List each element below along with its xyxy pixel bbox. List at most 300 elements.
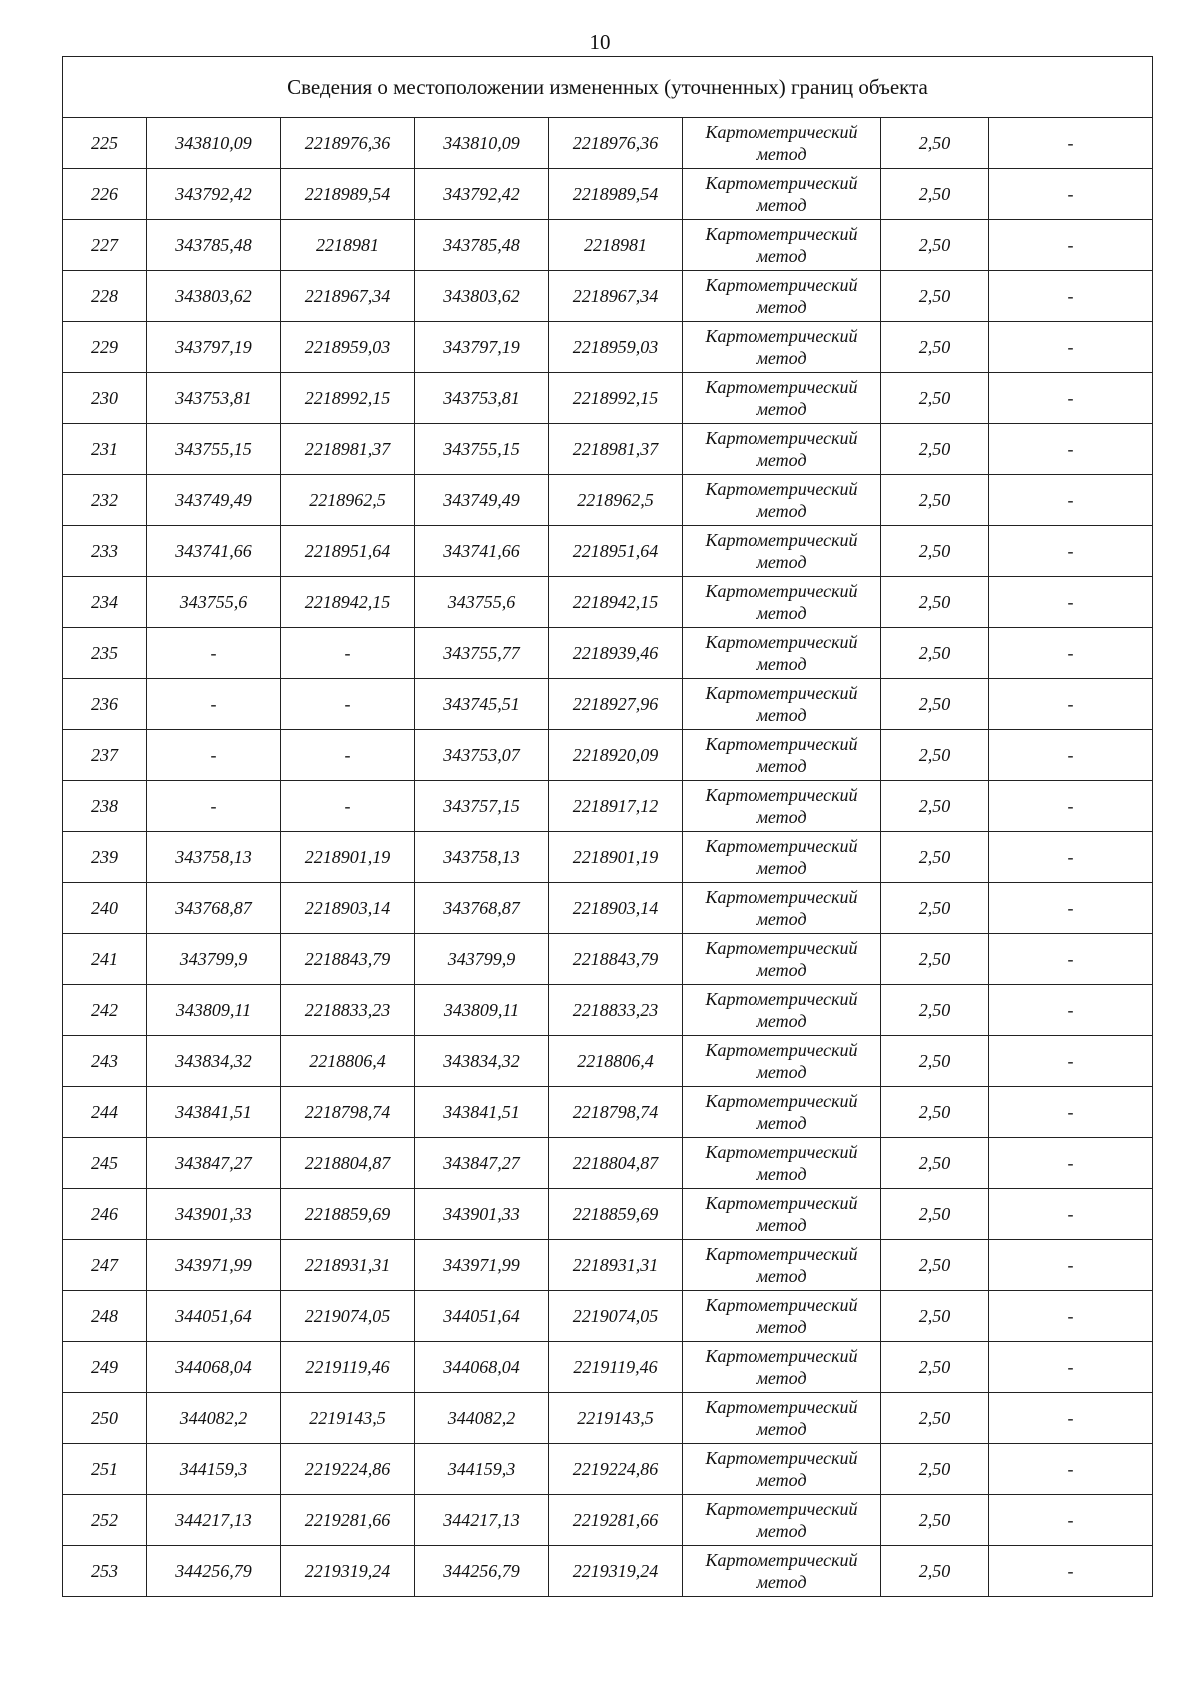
existing-x-cell: 343803,62 (147, 271, 281, 322)
table-row (63, 985, 1153, 1036)
point-number-cell: 249 (63, 1342, 147, 1393)
method-line: метод (756, 858, 807, 878)
precision-cell: 2,50 (881, 577, 989, 628)
method-line: метод (756, 348, 807, 368)
existing-x-cell: 343753,81 (147, 373, 281, 424)
method-cell (683, 169, 881, 220)
refined-x-cell: 343755,6 (415, 577, 549, 628)
point-number-cell: 239 (63, 832, 147, 883)
table-row (63, 169, 1153, 220)
existing-y-cell: 2218942,15 (281, 577, 415, 628)
precision-cell: 2,50 (881, 1393, 989, 1444)
method-cell (683, 526, 881, 577)
existing-y-cell: 2218967,34 (281, 271, 415, 322)
note-cell: - (989, 1138, 1153, 1189)
existing-y-cell: 2218806,4 (281, 1036, 415, 1087)
existing-x-cell: - (147, 781, 281, 832)
method-cell (683, 1291, 881, 1342)
note-cell: - (989, 577, 1153, 628)
existing-y-cell: 2218903,14 (281, 883, 415, 934)
point-number-cell: 231 (63, 424, 147, 475)
method-line: Картометрический (705, 275, 858, 295)
point-number-cell: 225 (63, 118, 147, 169)
method-line: метод (756, 1317, 807, 1337)
method-line: Картометрический (705, 530, 858, 550)
point-number-cell: 251 (63, 1444, 147, 1495)
method-line: метод (756, 1470, 807, 1490)
existing-x-cell: 344051,64 (147, 1291, 281, 1342)
refined-x-cell: 343847,27 (415, 1138, 549, 1189)
method-line: Картометрический (705, 887, 858, 907)
precision-cell: 2,50 (881, 475, 989, 526)
refined-y-cell: 2218798,74 (549, 1087, 683, 1138)
method-line: Картометрический (705, 1499, 858, 1519)
existing-y-cell: 2218992,15 (281, 373, 415, 424)
note-cell: - (989, 169, 1153, 220)
method-cell (683, 1444, 881, 1495)
precision-cell: 2,50 (881, 1291, 989, 1342)
point-number-cell: 227 (63, 220, 147, 271)
refined-y-cell: 2218806,4 (549, 1036, 683, 1087)
note-cell: - (989, 220, 1153, 271)
existing-x-cell: 344256,79 (147, 1546, 281, 1597)
method-cell (683, 220, 881, 271)
refined-x-cell: 343901,33 (415, 1189, 549, 1240)
method-cell (683, 781, 881, 832)
table-row (63, 934, 1153, 985)
method-line: метод (756, 1266, 807, 1286)
refined-x-cell: 343755,15 (415, 424, 549, 475)
method-cell (683, 1138, 881, 1189)
precision-cell: 2,50 (881, 271, 989, 322)
method-line: метод (756, 756, 807, 776)
page-number: 10 (589, 30, 611, 54)
method-line: Картометрический (705, 734, 858, 754)
refined-x-cell: 343745,51 (415, 679, 549, 730)
refined-x-cell: 343834,32 (415, 1036, 549, 1087)
method-line: Картометрический (705, 581, 858, 601)
refined-y-cell: 2218804,87 (549, 1138, 683, 1189)
refined-x-cell: 343797,19 (415, 322, 549, 373)
method-line: Картометрический (705, 785, 858, 805)
refined-x-cell: 343755,77 (415, 628, 549, 679)
existing-y-cell: 2218798,74 (281, 1087, 415, 1138)
precision-cell: 2,50 (881, 220, 989, 271)
note-cell: - (989, 1189, 1153, 1240)
refined-x-cell: 343792,42 (415, 169, 549, 220)
point-number-cell: 246 (63, 1189, 147, 1240)
refined-x-cell: 343809,11 (415, 985, 549, 1036)
precision-cell: 2,50 (881, 832, 989, 883)
point-number-cell: 248 (63, 1291, 147, 1342)
existing-x-cell: 343841,51 (147, 1087, 281, 1138)
point-number-cell: 236 (63, 679, 147, 730)
refined-y-cell: 2219281,66 (549, 1495, 683, 1546)
refined-x-cell: 343741,66 (415, 526, 549, 577)
method-cell (683, 883, 881, 934)
precision-cell: 2,50 (881, 1189, 989, 1240)
table-caption-row (63, 57, 1153, 118)
refined-x-cell: 344256,79 (415, 1546, 549, 1597)
note-cell: - (989, 1087, 1153, 1138)
table-row (63, 1036, 1153, 1087)
precision-cell: 2,50 (881, 169, 989, 220)
refined-x-cell: 343810,09 (415, 118, 549, 169)
method-line: Картометрический (705, 683, 858, 703)
table-row (63, 475, 1153, 526)
table-row (63, 1291, 1153, 1342)
table-row (63, 220, 1153, 271)
existing-x-cell: 343971,99 (147, 1240, 281, 1291)
refined-y-cell: 2219119,46 (549, 1342, 683, 1393)
refined-y-cell: 2218843,79 (549, 934, 683, 985)
method-line: Картометрический (705, 1550, 858, 1570)
existing-x-cell: - (147, 628, 281, 679)
method-line: метод (756, 552, 807, 572)
refined-y-cell: 2218976,36 (549, 118, 683, 169)
note-cell: - (989, 424, 1153, 475)
precision-cell: 2,50 (881, 985, 989, 1036)
method-line: метод (756, 501, 807, 521)
precision-cell: 2,50 (881, 373, 989, 424)
precision-cell: 2,50 (881, 1240, 989, 1291)
method-cell (683, 424, 881, 475)
table-row (63, 1240, 1153, 1291)
point-number-cell: 237 (63, 730, 147, 781)
method-line: метод (756, 399, 807, 419)
point-number-cell: 228 (63, 271, 147, 322)
refined-x-cell: 343841,51 (415, 1087, 549, 1138)
method-line: метод (756, 1062, 807, 1082)
precision-cell: 2,50 (881, 1444, 989, 1495)
method-line: Картометрический (705, 1295, 858, 1315)
method-line: Картометрический (705, 122, 858, 142)
method-line: метод (756, 450, 807, 470)
existing-x-cell: 343810,09 (147, 118, 281, 169)
note-cell: - (989, 985, 1153, 1036)
method-cell (683, 985, 881, 1036)
precision-cell: 2,50 (881, 883, 989, 934)
note-cell: - (989, 1393, 1153, 1444)
precision-cell: 2,50 (881, 424, 989, 475)
note-cell: - (989, 781, 1153, 832)
note-cell: - (989, 1444, 1153, 1495)
precision-cell: 2,50 (881, 781, 989, 832)
refined-y-cell: 2218859,69 (549, 1189, 683, 1240)
method-cell (683, 628, 881, 679)
table-row (63, 322, 1153, 373)
table-row (63, 526, 1153, 577)
method-line: Картометрический (705, 326, 858, 346)
method-line: метод (756, 195, 807, 215)
point-number-cell: 235 (63, 628, 147, 679)
note-cell: - (989, 628, 1153, 679)
table-row (63, 271, 1153, 322)
table-body (63, 57, 1153, 1597)
method-line: Картометрический (705, 989, 858, 1009)
refined-y-cell: 2218833,23 (549, 985, 683, 1036)
method-line: Картометрический (705, 479, 858, 499)
method-line: метод (756, 297, 807, 317)
point-number-cell: 241 (63, 934, 147, 985)
refined-y-cell: 2218920,09 (549, 730, 683, 781)
refined-x-cell: 343768,87 (415, 883, 549, 934)
point-number-cell: 238 (63, 781, 147, 832)
existing-x-cell: - (147, 730, 281, 781)
boundary-coordinates-table (62, 56, 1153, 1597)
point-number-cell: 230 (63, 373, 147, 424)
existing-y-cell: 2218901,19 (281, 832, 415, 883)
point-number-cell: 234 (63, 577, 147, 628)
method-cell (683, 322, 881, 373)
refined-y-cell: 2218989,54 (549, 169, 683, 220)
precision-cell: 2,50 (881, 679, 989, 730)
table-row (63, 1087, 1153, 1138)
existing-y-cell: 2219074,05 (281, 1291, 415, 1342)
existing-x-cell: 343809,11 (147, 985, 281, 1036)
existing-x-cell: 344082,2 (147, 1393, 281, 1444)
table-row (63, 424, 1153, 475)
table-row (63, 1189, 1153, 1240)
existing-x-cell: 344217,13 (147, 1495, 281, 1546)
table-row (63, 118, 1153, 169)
refined-x-cell: 343785,48 (415, 220, 549, 271)
note-cell: - (989, 271, 1153, 322)
method-line: метод (756, 909, 807, 929)
precision-cell: 2,50 (881, 1036, 989, 1087)
method-line: Картометрический (705, 1448, 858, 1468)
precision-cell: 2,50 (881, 1087, 989, 1138)
existing-y-cell: 2219143,5 (281, 1393, 415, 1444)
refined-x-cell: 344051,64 (415, 1291, 549, 1342)
existing-x-cell: 343768,87 (147, 883, 281, 934)
refined-y-cell: 2218981,37 (549, 424, 683, 475)
method-line: Картометрический (705, 173, 858, 193)
existing-y-cell: 2219119,46 (281, 1342, 415, 1393)
existing-x-cell: 343755,15 (147, 424, 281, 475)
precision-cell: 2,50 (881, 1138, 989, 1189)
existing-y-cell: 2219224,86 (281, 1444, 415, 1495)
refined-y-cell: 2218931,31 (549, 1240, 683, 1291)
method-line: метод (756, 603, 807, 623)
method-cell (683, 1546, 881, 1597)
table-row (63, 1495, 1153, 1546)
existing-y-cell: 2218859,69 (281, 1189, 415, 1240)
method-cell (683, 1087, 881, 1138)
refined-x-cell: 343757,15 (415, 781, 549, 832)
note-cell: - (989, 1291, 1153, 1342)
table-row (63, 883, 1153, 934)
refined-y-cell: 2219319,24 (549, 1546, 683, 1597)
existing-x-cell: 343758,13 (147, 832, 281, 883)
table-row (63, 781, 1153, 832)
refined-x-cell: 344068,04 (415, 1342, 549, 1393)
precision-cell: 2,50 (881, 1495, 989, 1546)
refined-x-cell: 343749,49 (415, 475, 549, 526)
table-row (63, 832, 1153, 883)
method-line: Картометрический (705, 1040, 858, 1060)
note-cell: - (989, 730, 1153, 781)
refined-y-cell: 2219074,05 (549, 1291, 683, 1342)
method-line: Картометрический (705, 1091, 858, 1111)
method-cell (683, 934, 881, 985)
point-number-cell: 232 (63, 475, 147, 526)
method-line: метод (756, 705, 807, 725)
refined-x-cell: 343753,07 (415, 730, 549, 781)
method-line: Картометрический (705, 1397, 858, 1417)
refined-y-cell: 2218901,19 (549, 832, 683, 883)
method-line: метод (756, 1368, 807, 1388)
method-cell (683, 373, 881, 424)
table-row (63, 577, 1153, 628)
method-cell (683, 1495, 881, 1546)
existing-y-cell: 2218981 (281, 220, 415, 271)
refined-x-cell: 343803,62 (415, 271, 549, 322)
point-number-cell: 250 (63, 1393, 147, 1444)
refined-y-cell: 2218992,15 (549, 373, 683, 424)
existing-x-cell: 343785,48 (147, 220, 281, 271)
method-line: метод (756, 654, 807, 674)
point-number-cell: 240 (63, 883, 147, 934)
precision-cell: 2,50 (881, 1546, 989, 1597)
existing-y-cell: 2218804,87 (281, 1138, 415, 1189)
existing-y-cell: 2219319,24 (281, 1546, 415, 1597)
refined-x-cell: 343971,99 (415, 1240, 549, 1291)
existing-x-cell: 343749,49 (147, 475, 281, 526)
method-line: метод (756, 807, 807, 827)
refined-y-cell: 2218962,5 (549, 475, 683, 526)
precision-cell: 2,50 (881, 1342, 989, 1393)
refined-y-cell: 2219224,86 (549, 1444, 683, 1495)
note-cell: - (989, 526, 1153, 577)
note-cell: - (989, 1036, 1153, 1087)
method-line: метод (756, 1521, 807, 1541)
existing-y-cell: - (281, 730, 415, 781)
table-row (63, 1138, 1153, 1189)
method-line: метод (756, 246, 807, 266)
method-cell (683, 271, 881, 322)
table-title: Сведения о местоположении измененных (уточненных) границ объекта (63, 57, 1153, 118)
point-number-cell: 245 (63, 1138, 147, 1189)
refined-x-cell: 343758,13 (415, 832, 549, 883)
note-cell: - (989, 373, 1153, 424)
precision-cell: 2,50 (881, 526, 989, 577)
method-cell (683, 475, 881, 526)
note-cell: - (989, 1546, 1153, 1597)
existing-x-cell: - (147, 679, 281, 730)
method-cell (683, 1036, 881, 1087)
method-line: метод (756, 1011, 807, 1031)
method-line: Картометрический (705, 428, 858, 448)
point-number-cell: 244 (63, 1087, 147, 1138)
existing-x-cell: 343755,6 (147, 577, 281, 628)
point-number-cell: 252 (63, 1495, 147, 1546)
method-cell (683, 1240, 881, 1291)
precision-cell: 2,50 (881, 628, 989, 679)
refined-y-cell: 2218959,03 (549, 322, 683, 373)
table-row (63, 679, 1153, 730)
note-cell: - (989, 475, 1153, 526)
refined-x-cell: 344217,13 (415, 1495, 549, 1546)
refined-x-cell: 343799,9 (415, 934, 549, 985)
refined-y-cell: 2218981 (549, 220, 683, 271)
refined-x-cell: 343753,81 (415, 373, 549, 424)
existing-y-cell: 2218962,5 (281, 475, 415, 526)
existing-x-cell: 343847,27 (147, 1138, 281, 1189)
existing-y-cell: - (281, 781, 415, 832)
method-cell (683, 679, 881, 730)
point-number-cell: 243 (63, 1036, 147, 1087)
existing-y-cell: 2218981,37 (281, 424, 415, 475)
existing-y-cell: 2218931,31 (281, 1240, 415, 1291)
method-cell (683, 1189, 881, 1240)
method-line: метод (756, 1572, 807, 1592)
existing-x-cell: 344068,04 (147, 1342, 281, 1393)
point-number-cell: 233 (63, 526, 147, 577)
existing-y-cell: - (281, 628, 415, 679)
refined-y-cell: 2218942,15 (549, 577, 683, 628)
refined-y-cell: 2218917,12 (549, 781, 683, 832)
table-row (63, 628, 1153, 679)
method-cell (683, 577, 881, 628)
precision-cell: 2,50 (881, 118, 989, 169)
method-cell (683, 118, 881, 169)
refined-y-cell: 2218967,34 (549, 271, 683, 322)
existing-x-cell: 343834,32 (147, 1036, 281, 1087)
existing-y-cell: 2218976,36 (281, 118, 415, 169)
existing-y-cell: 2218959,03 (281, 322, 415, 373)
existing-y-cell: 2218833,23 (281, 985, 415, 1036)
method-line: метод (756, 1419, 807, 1439)
method-cell (683, 730, 881, 781)
precision-cell: 2,50 (881, 934, 989, 985)
method-line: метод (756, 1215, 807, 1235)
existing-y-cell: 2218951,64 (281, 526, 415, 577)
method-cell (683, 832, 881, 883)
refined-x-cell: 344159,3 (415, 1444, 549, 1495)
note-cell: - (989, 1342, 1153, 1393)
existing-x-cell: 343901,33 (147, 1189, 281, 1240)
existing-y-cell: 2218989,54 (281, 169, 415, 220)
precision-cell: 2,50 (881, 730, 989, 781)
note-cell: - (989, 1495, 1153, 1546)
refined-y-cell: 2218927,96 (549, 679, 683, 730)
existing-x-cell: 343797,19 (147, 322, 281, 373)
existing-y-cell: - (281, 679, 415, 730)
existing-y-cell: 2218843,79 (281, 934, 415, 985)
existing-x-cell: 343799,9 (147, 934, 281, 985)
existing-x-cell: 343792,42 (147, 169, 281, 220)
table-row (63, 1342, 1153, 1393)
note-cell: - (989, 883, 1153, 934)
point-number-cell: 226 (63, 169, 147, 220)
method-line: метод (756, 960, 807, 980)
existing-x-cell: 343741,66 (147, 526, 281, 577)
table-row (63, 1393, 1153, 1444)
method-cell (683, 1342, 881, 1393)
method-line: Картометрический (705, 836, 858, 856)
refined-y-cell: 2219143,5 (549, 1393, 683, 1444)
refined-y-cell: 2218951,64 (549, 526, 683, 577)
refined-x-cell: 344082,2 (415, 1393, 549, 1444)
note-cell: - (989, 1240, 1153, 1291)
method-line: Картометрический (705, 632, 858, 652)
method-cell (683, 1393, 881, 1444)
existing-x-cell: 344159,3 (147, 1444, 281, 1495)
table-row (63, 730, 1153, 781)
table-row (63, 1546, 1153, 1597)
point-number-cell: 253 (63, 1546, 147, 1597)
